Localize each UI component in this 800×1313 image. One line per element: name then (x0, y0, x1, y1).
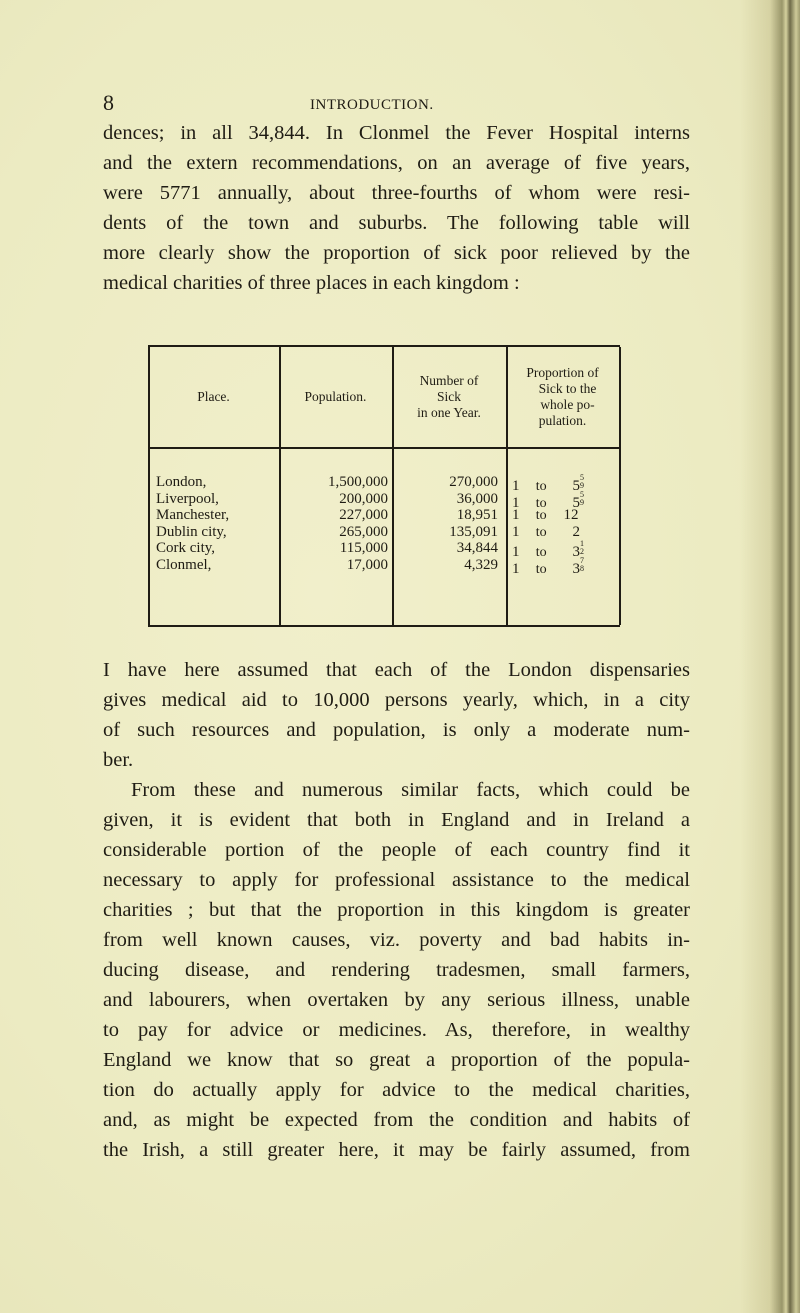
cell-place: Dublin city, (156, 523, 227, 540)
header-rule (148, 447, 620, 449)
cell-place: Liverpool, (156, 490, 219, 507)
text-line: and, as might be expected from the condition and habits of (103, 1109, 690, 1131)
column-proportion (512, 473, 616, 577)
header-proportion-line: Proportion of (526, 365, 599, 380)
text-line: the Irish, a still greater here, it may be fairly assumed, from (103, 1139, 690, 1161)
header-proportion-line: whole po- (540, 397, 595, 412)
frac-den: 9 (580, 481, 584, 490)
cell-proportion (512, 507, 616, 524)
column-place (156, 474, 276, 574)
text-line: considerable portion of the people of each country find it (103, 839, 690, 861)
text-line: of such resources and population, is only a moderate num- (103, 719, 690, 741)
cell-population: 200,000 (339, 490, 388, 507)
column-population (282, 474, 388, 574)
prop-one: 1 (512, 494, 520, 511)
cell-sick: 18,951 (456, 507, 498, 524)
text-line: ducing disease, and rendering tradesmen, small farmers, (103, 959, 690, 981)
frac-den: 2 (580, 547, 584, 557)
cell-proportion (512, 555, 616, 577)
text-line: given, it is evident that both in England and in Ireland a (103, 809, 690, 831)
cell-population: 265,000 (339, 523, 388, 540)
column-sick (394, 474, 498, 574)
cell-place: Manchester, (156, 507, 230, 524)
prop-one: 1 (512, 544, 520, 561)
cell-population: 115,000 (339, 540, 388, 557)
text-line: were 5771 annually, about three-fourths of whom were resi- (103, 182, 690, 204)
prop-to: to (535, 561, 547, 577)
text-line: From these and numerous similar facts, which could be (131, 779, 690, 801)
prop-to: to (535, 508, 547, 524)
prop-value (564, 557, 613, 578)
prop-one: 1 (512, 560, 520, 577)
prop-to: to (535, 479, 547, 494)
text-line: ber. (103, 749, 134, 771)
prop-value (564, 507, 604, 524)
cell-proportion (512, 489, 616, 511)
frac-num: 1 (580, 539, 584, 549)
header-proportion (506, 347, 619, 447)
prop-one: 1 (512, 478, 520, 494)
cell-population: 17,000 (346, 556, 388, 573)
page-number: 8 (103, 90, 114, 115)
prop-fraction (580, 474, 584, 490)
header-sick-line: Sick (436, 389, 461, 404)
paragraph-bottom (103, 655, 690, 1165)
running-title: INTRODUCTION. (310, 97, 434, 113)
prop-whole: 5 (572, 478, 580, 494)
cell-population: 227,000 (339, 507, 388, 524)
prop-one: 1 (512, 523, 520, 540)
prop-fraction (580, 491, 584, 507)
prop-to: to (535, 545, 547, 561)
header-sick-line: in one Year. (417, 405, 481, 420)
prop-whole: 3 (572, 544, 580, 561)
cell-sick: 34,844 (456, 540, 498, 557)
text-line: dences; in all 34,844. In Clonmel the Fever Hospital interns (103, 122, 690, 144)
frac-num: 7 (580, 555, 584, 565)
prop-fraction (580, 540, 584, 556)
prop-to: to (535, 524, 547, 540)
cell-place: Clonmel, (156, 556, 212, 573)
cell-sick: 4,329 (464, 556, 498, 573)
prop-value (564, 524, 613, 541)
header-proportion-line: pulation. (538, 413, 587, 428)
cell-place: London, (156, 474, 207, 490)
text-line: gives medical aid to 10,000 persons yearly, which, in a city (103, 689, 690, 711)
header-sick (392, 347, 506, 447)
frac-den: 9 (580, 497, 584, 507)
text-line: and labourers, when overtaken by any serious illness, unable (103, 989, 690, 1011)
table-rule (619, 347, 621, 625)
cell-sick: 270,000 (449, 474, 498, 490)
prop-whole: 3 (572, 560, 580, 577)
text-line: and the extern recommendations, on an average of five years, (103, 152, 690, 174)
cell-place: Cork city, (156, 540, 216, 557)
text-line: to pay for advice or medicines. As, therefore, in wealthy (103, 1019, 690, 1041)
cell-sick: 36,000 (456, 490, 498, 507)
text-line: I have here assumed that each of the London dispensaries (103, 659, 690, 681)
prop-to: to (535, 495, 547, 511)
cell-proportion (512, 539, 616, 561)
paragraph-top (103, 118, 690, 298)
sick-proportion-table (148, 345, 620, 627)
prop-whole: 12 (563, 507, 579, 524)
header-sick-line: Number of (419, 373, 479, 388)
text-line: more clearly show the proportion of sick poor relieved by the (103, 242, 690, 264)
frac-num: 5 (580, 489, 584, 499)
header-proportion-line: Sick to the (538, 381, 597, 396)
cell-proportion (512, 524, 616, 541)
frac-den: 8 (580, 563, 584, 573)
text-line: charities ; but that the proportion in this kingdom is greater (103, 899, 690, 921)
header-place-label: Place. (197, 389, 230, 404)
header-population-label: Population. (304, 389, 367, 404)
prop-fraction (580, 557, 584, 573)
header-place (148, 347, 279, 447)
cell-population: 1,500,000 (328, 474, 388, 490)
text-line: England we know that so great a proportion of the popula- (103, 1049, 690, 1071)
text-line: tion do actually apply for advice to the medical charities, (103, 1079, 690, 1101)
cell-sick: 135,091 (449, 523, 498, 540)
frac-num: 5 (580, 473, 584, 482)
text-line: necessary to apply for professional assistance to the medical (103, 869, 690, 891)
prop-whole: 5 (572, 494, 580, 511)
prop-whole: 2 (572, 523, 580, 540)
text-line: from well known causes, viz. poverty and bad habits in- (103, 929, 690, 951)
prop-one: 1 (512, 507, 520, 524)
cell-proportion (512, 473, 616, 494)
header-population (279, 347, 392, 447)
text-line: medical charities of three places in each kingdom : (103, 272, 520, 294)
text-line: dents of the town and suburbs. The following table will (103, 212, 690, 234)
